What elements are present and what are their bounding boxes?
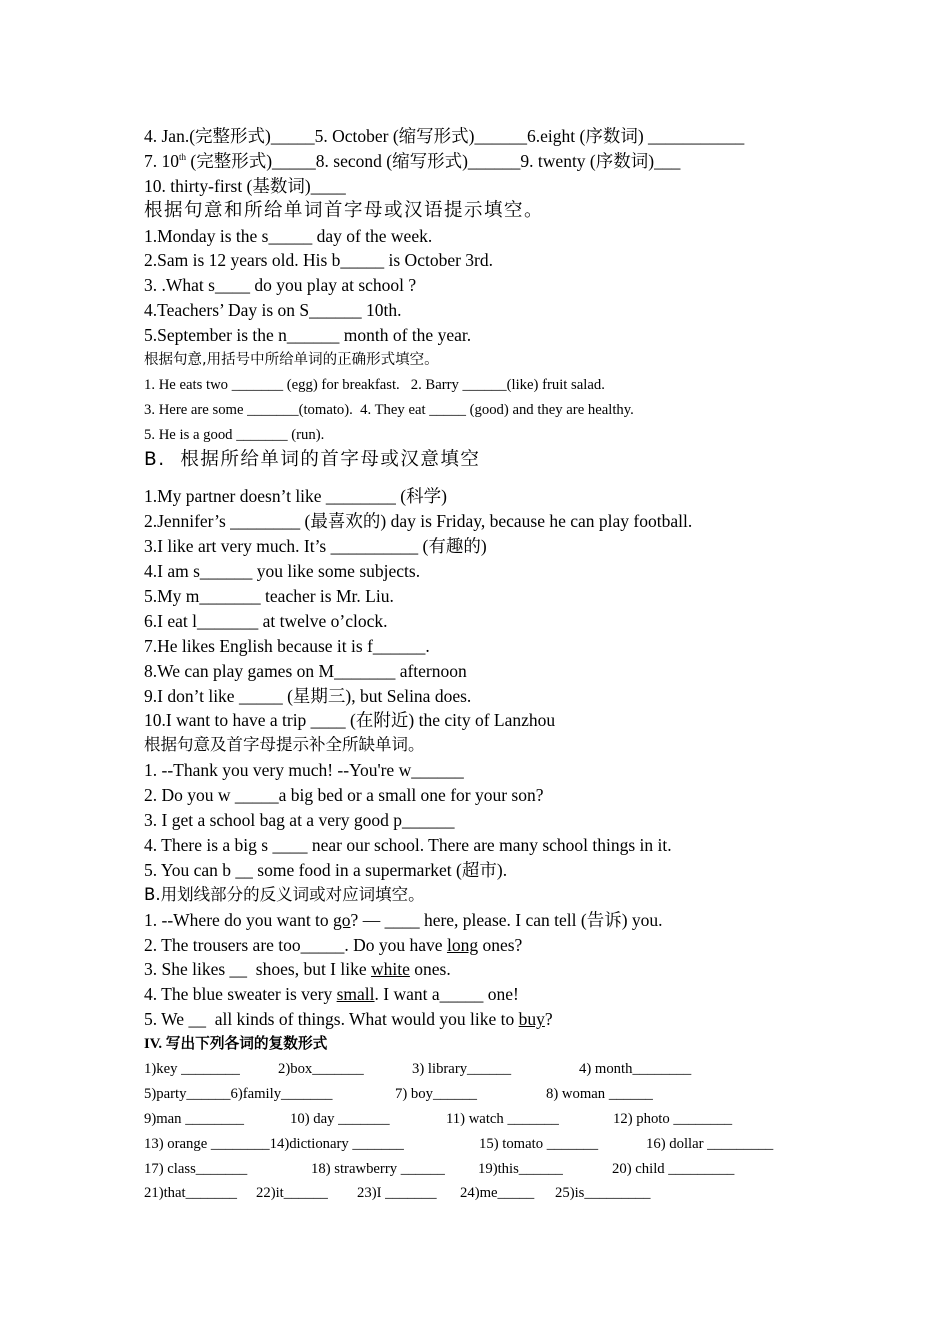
plural-item: 7) boy______ — [395, 1085, 478, 1102]
section-e-item: 4. There is a big s ____ near our school. There are many school things in it. — [144, 834, 672, 855]
plural-item: 25)is_________ — [555, 1185, 651, 1202]
plural-item: 22)it______ — [256, 1185, 328, 1202]
section-d-item: 2.Jennifer’s ________ (最喜欢的) day is Friday, because he can play football. — [144, 511, 693, 532]
underlined-word: small — [336, 984, 375, 1005]
plural-item: 15) tomato _______ — [479, 1135, 599, 1152]
section-f-item — [144, 933, 824, 958]
plural-item: 4) month________ — [579, 1060, 692, 1077]
section-c-item: 1. He eats two _______ (egg) for breakfast. 2. Barry ______(like) fruit salad. — [144, 376, 605, 393]
section-c-heading: 根据句意,用括号中所给单词的正确形式填空。 — [144, 352, 439, 369]
plural-row — [144, 1157, 824, 1182]
plural-item: 10) day _______ — [290, 1110, 390, 1127]
plural-item: 1)key ________ — [144, 1060, 240, 1077]
plural-item: 18) strawberry ______ — [311, 1160, 445, 1177]
section-d-item: 1.My partner doesn’t like ________ (科学) — [144, 486, 447, 507]
section-e-item: 3. I get a school bag at a very good p______ — [144, 810, 455, 831]
plural-item: 3) library______ — [412, 1060, 512, 1077]
section-e-item: 2. Do you w _____a big bed or a small one for your son? — [144, 785, 544, 806]
section-b-item: 2.Sam is 12 years old. His b_____ is October 3rd. — [144, 250, 493, 271]
item-text: 2. The trousers are too_____. Do you have — [144, 934, 447, 955]
section-c-item: 3. Here are some _______(tomato). 4. They eat _____ (good) and they are healthy. — [144, 401, 634, 418]
section-b-item: 4.Teachers’ Day is on S______ 10th. — [144, 300, 402, 321]
plural-item: 23)I _______ — [357, 1185, 437, 1202]
section-d-item: 4.I am s______ you like some subjects. — [144, 561, 421, 582]
item-text: 1. --Where do you want to — [144, 909, 334, 930]
section-d-item: 7.He likes English because it is f______. — [144, 635, 430, 656]
plural-row — [144, 1057, 824, 1082]
plural-item: 11) watch _______ — [446, 1110, 559, 1127]
section-f-item — [144, 957, 824, 982]
section-f-item — [144, 1007, 824, 1032]
section-a-line-1: 4. Jan.(完整形式)_____5. October (缩写形式)______6.eight (序数词) ___________ — [144, 126, 745, 146]
plural-row — [144, 1107, 824, 1132]
plural-item: 20) child _________ — [612, 1160, 735, 1177]
section-f-heading: B.用划线部分的反义词或对应词填空。 — [144, 884, 425, 904]
section-d-item: 6.I eat l_______ at twelve o’clock. — [144, 610, 388, 631]
line-2-suffix: (完整形式)_____8. second (缩写形式)______9. twenty (序数词)___ — [186, 150, 681, 171]
section-g-heading: IV. 写出下列各词的复数形式 — [144, 1036, 328, 1053]
item-text: ? — ____ here, please. I can tell (告诉) you. — [350, 909, 663, 930]
item-text: ? — [544, 1009, 553, 1030]
section-e-item: 1. --Thank you very much! --You're w______ — [144, 760, 464, 781]
plural-item: 16) dollar _________ — [646, 1135, 774, 1152]
plural-row — [144, 1181, 824, 1206]
underlined-word: buy — [518, 1009, 545, 1030]
section-f-item — [144, 908, 824, 933]
section-b-item: 1.Monday is the s_____ day of the week. — [144, 225, 433, 246]
plural-row — [144, 1082, 824, 1107]
section-a-line-3: 10. thirty-first (基数词)____ — [144, 175, 346, 196]
section-e-heading: 根据句意及首字母提示补全所缺单词。 — [144, 735, 425, 755]
item-text: 4. The blue sweater is very — [144, 984, 337, 1005]
underlined-word: go — [333, 909, 351, 930]
section-d-item: 8.We can play games on M_______ afternoon — [144, 660, 467, 681]
plural-item: 8) woman ______ — [546, 1085, 653, 1102]
section-d-item: 9.I don’t like _____ (星期三), but Selina does. — [144, 685, 472, 706]
item-text: ones? — [478, 934, 523, 955]
item-text: 3. She likes __ shoes, but I like — [144, 959, 371, 980]
section-b-item: 5.September is the n______ month of the year. — [144, 325, 472, 346]
section-e-item: 5. You can b __ some food in a supermarket (超市). — [144, 859, 508, 880]
plural-item: 19)this______ — [478, 1160, 563, 1177]
item-text: 5. We __ all kinds of things. What would you like to — [144, 1009, 519, 1030]
section-d-item: 10.I want to have a trip ____ (在附近) the city of Lanzhou — [144, 710, 556, 731]
section-c-item: 5. He is a good _______ (run). — [144, 426, 325, 443]
section-d-item: 5.My m_______ teacher is Mr. Liu. — [144, 586, 394, 607]
underlined-word: white — [371, 959, 410, 980]
section-b-item: 3. .What s____ do you play at school ? — [144, 275, 417, 296]
plural-row — [144, 1132, 824, 1157]
worksheet — [144, 124, 824, 1206]
plural-item: 17) class_______ — [144, 1160, 248, 1177]
underlined-word: long — [446, 934, 479, 955]
section-a-line-2 — [144, 149, 824, 174]
plural-item: 13) orange ________14)dictionary _______ — [144, 1135, 404, 1152]
plural-item: 24)me_____ — [460, 1185, 535, 1202]
plural-item: 21)that_______ — [144, 1185, 238, 1202]
item-text: ones. — [409, 959, 451, 980]
plural-item: 9)man ________ — [144, 1110, 244, 1127]
item-text: . I want a_____ one! — [374, 984, 519, 1005]
spacer — [144, 472, 824, 484]
section-d-heading: B. 根据所给单词的首字母或汉意填空 — [144, 448, 481, 470]
section-b-heading: 根据句意和所给单词首字母或汉语提示填空。 — [144, 199, 545, 221]
line-2-superscript: th — [179, 152, 187, 163]
plural-item: 12) photo ________ — [613, 1110, 733, 1127]
section-f-item — [144, 982, 824, 1007]
plural-item: 2)box_______ — [278, 1060, 364, 1077]
plural-item: 5)party______6)family_______ — [144, 1085, 333, 1102]
line-2-prefix: 7. 10 — [144, 150, 179, 171]
section-d-item: 3.I like art very much. It’s __________ (有趣的) — [144, 536, 487, 557]
